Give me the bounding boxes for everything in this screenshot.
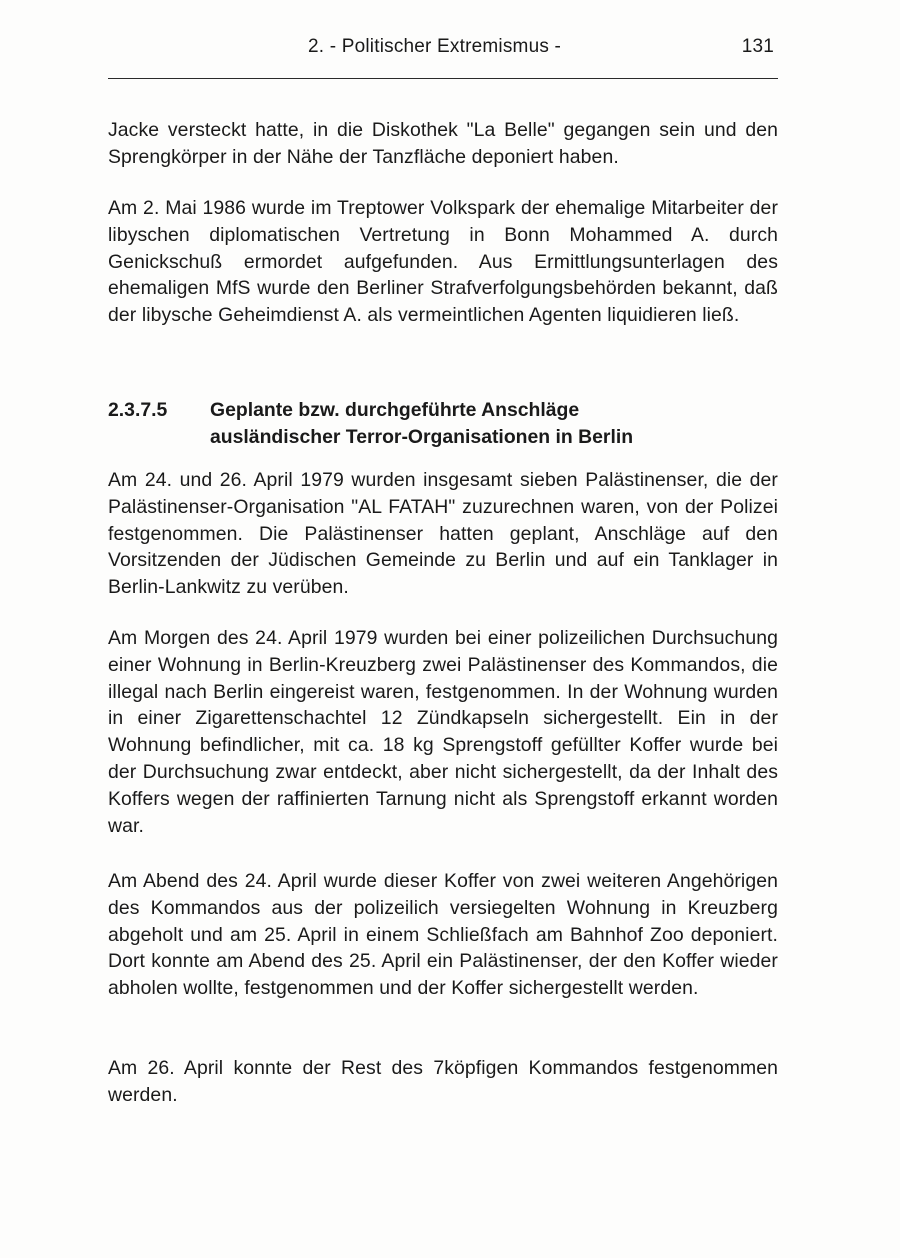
section-title-line-1: Geplante bzw. durchgeführte Anschläge: [210, 399, 580, 421]
paragraph-5: Am Abend des 24. April wurde dieser Koffer von zwei weiteren Angehörigen des Kommandos aus der polizeilich versiegelten Wohnung in Kreuzberg abgeholt und am 25. April in einem Schließfach am Bahnhof Zoo deponiert. Dort konnte am Abend des 25. April ein Palästinenser, der den Koffer wieder abholen wollte, festgenommen und der Koffer sichergestellt werden.: [108, 870, 778, 1000]
running-header: [108, 36, 778, 66]
paragraph-6: Am 26. April konnte der Rest des 7köpfigen Kommandos festgenommen werden.: [108, 1057, 778, 1106]
paragraph-4: Am Morgen des 24. April 1979 wurden bei einer polizeilichen Durchsuchung einer Wohnung in Berlin-Kreuzberg zwei Palästinenser des Kommandos, die illegal nach Berlin eingereist waren, festgenommen. In der Wohnung wurden in einer Zigarettenschachtel 12 Zündkapseln sichergestellt. Ein in der Wohnung befindlicher, mit ca. 18 kg Sprengstoff gefüllter Koffer wurde bei der Durchsuchung zwar entdeckt, aber nicht sichergestellt, da der Inhalt des Koffers wegen der raffinierten Tarnung nicht als Sprengstoff erkannt worden war.: [108, 627, 778, 837]
section-title-line-2: ausländischer Terror-Organisationen in Berlin: [210, 426, 634, 448]
page-number: 131: [741, 36, 774, 57]
section-number: 2.3.7.5: [108, 399, 168, 421]
header-rule: [108, 78, 778, 79]
section-title: [210, 397, 778, 451]
paragraph-3: Am 24. und 26. April 1979 wurden insgesamt sieben Palästinenser, die der Palästinenser-Organisation "AL FATAH" zuzurechnen waren, von der Polizei festgenommen. Die Palästinenser hatten geplant, Anschläge auf den Vorsitzenden der Jüdischen Gemeinde zu Berlin und auf ein Tanklager in Berlin-Lankwitz zu verüben.: [108, 469, 778, 599]
chapter-title: 2. - Politischer Extremismus -: [308, 36, 562, 57]
paragraph-1: Jacke versteckt hatte, in die Diskothek "La Belle" gegangen sein und den Sprengkörper in der Nähe der Tanzfläche deponiert haben.: [108, 119, 778, 168]
paragraph-2: Am 2. Mai 1986 wurde im Treptower Volkspark der ehemalige Mitarbeiter der libyschen diplomatischen Vertretung in Bonn Mohammed A. durch Genickschuß ermordet aufgefunden. Aus Ermittlungsunterlagen des ehemaligen MfS wurde den Berliner Strafverfolgungsbehörden bekannt, daß der libysche Geheimdienst A. als vermeintlichen Agenten liquidieren ließ.: [108, 197, 778, 327]
